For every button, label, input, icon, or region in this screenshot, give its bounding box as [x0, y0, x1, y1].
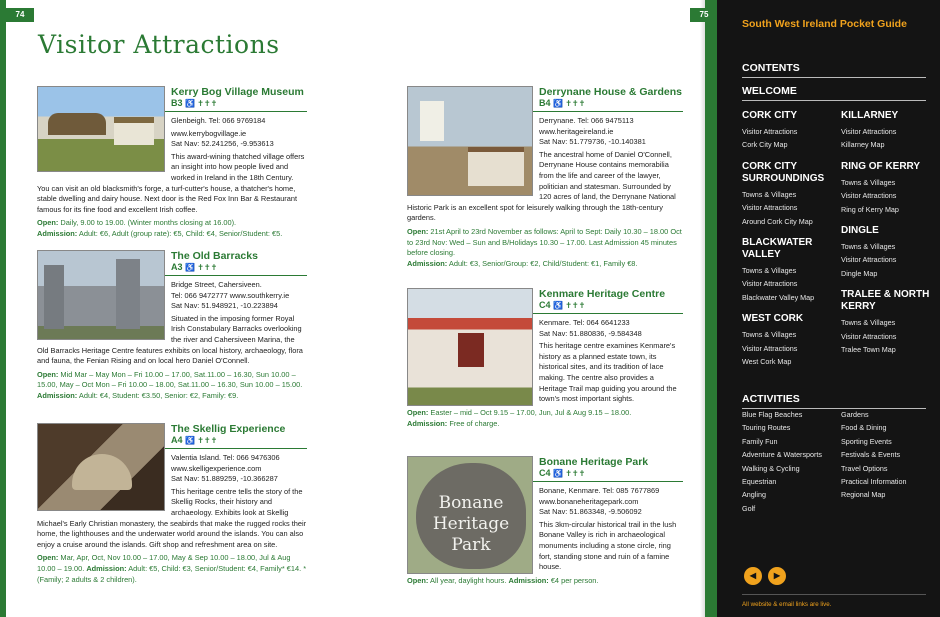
section-dingle	[841, 225, 933, 280]
contents-link[interactable]: Visitor Attractions	[841, 255, 897, 265]
skellig-photo	[37, 423, 165, 511]
activity-link[interactable]: Festivals & Events	[841, 450, 901, 460]
activity-link[interactable]: Sporting Events	[841, 436, 892, 446]
attraction-name: The Old Barracks	[171, 250, 258, 262]
attraction-description: Situated in the imposing former Royal Irish Constabulary Barracks overlooking the river and Cahersiveen Marina, the Old Barracks Heritage Centre features exhibits on local history, archaeology, flora and fauna, the Fenian Rising and on local hero Daniel O'Connell.	[37, 313, 303, 366]
section-ring-of-kerry	[841, 161, 933, 216]
activity-link[interactable]: Travel Options	[841, 463, 888, 473]
attraction-description: This award-wining thatched village offers an insight into how people lived and worked in Ireland in the 18th Century. You can visit an old blacksmith's forge, a turf-cutter's house, a thatcher's home, stable dwelling and dairy house. Next door is the Red Fox Inn Bar & Restaurant famous for its fine food and excellent Irish coffee.	[37, 151, 305, 214]
attraction-kenmare	[407, 288, 683, 431]
attraction-name: The Skellig Experience	[171, 423, 286, 435]
section-title[interactable]: CORK CITY	[742, 110, 797, 121]
attraction-open: Open: Easter – mid – Oct 9.15 – 17.00, Jun, Jul & Aug 9.15 – 18.00. Admission: Free of charge.	[407, 408, 632, 428]
kenmare-photo	[407, 288, 533, 406]
welcome-link[interactable]: WELCOME	[742, 85, 926, 101]
attraction-satnav: Sat Nav: 51.948921, -10.223894	[171, 301, 278, 311]
section-cork-surroundings	[742, 161, 834, 228]
contents-link[interactable]: Towns & Villages	[742, 266, 797, 276]
contents-link[interactable]: Towns & Villages	[841, 318, 896, 328]
footer-divider	[742, 594, 926, 595]
attraction-grid: B4 ♿ ✝✝✝	[407, 98, 683, 112]
accessibility-icon: ♿ ✝✝✝	[185, 99, 218, 108]
attraction-open: Open: Daily, 9.00 to 19.00. (Winter months closing at 16.00). Admission: Adult: €6, Adult (group rate): €5, Child: €4, Senior/Student: €5.	[37, 218, 283, 238]
attraction-address: Kenmare. Tel: 064 6641233	[539, 318, 630, 327]
activity-link[interactable]: Food & Dining	[841, 423, 887, 433]
attraction-address: Valentia Island. Tel: 066 9476306	[171, 453, 280, 462]
attraction-satnav: Sat Nav: 51.889259, -10.366287	[171, 474, 278, 484]
attraction-open: Open: Mid Mar – May Mon – Fri 10.00 – 17.00, Sat.11.00 – 16.30, Sun 10.00 – 15.00, May – Oct Mon – Fri 10.00 – 18.00, Sat.11.00 – 16.30, Sun 10.00 – 15.00. Admission: Adult: €4, Student: €3.50, Senior: €2, Family: €9.	[37, 369, 303, 400]
contents-link[interactable]: Visitor Attractions	[841, 127, 897, 136]
attraction-bonane	[407, 456, 683, 589]
contents-link[interactable]: Visitor Attractions	[742, 343, 798, 353]
attraction-address: Derrynane. Tel: 066 9475113	[539, 116, 634, 125]
page-number-right: 75	[690, 8, 718, 22]
contents-column-2	[841, 110, 933, 365]
attraction-description: The ancestral home of Daniel O'Connell, Derrynane House contains memorabilia from the life and career of the lawyer, politician and statesman. Surrounded by 120 acres of land, the Derrynane National Historic Park is an excellent spot for leisurely walking through the 18th-century gardens.	[407, 149, 676, 223]
attraction-open: Open: 21st April to 23rd November as follows: April to Sept: Daily 10.30 – 18.00 Oct to 23rd Nov: Wed – Sun and B/Holidays 10.30 – 17.00. Last Admission 45 minutes before closing. Admission: Adult: €3, Senior/Group: €2, Child/Student: €1, Family €8.	[407, 226, 682, 268]
attraction-kerry-bog	[37, 86, 307, 242]
attraction-name: Kerry Bog Village Museum	[171, 86, 304, 98]
activity-link[interactable]: Angling	[742, 490, 766, 500]
attraction-open: Open: All year, daylight hours. Admission: €4 per person.	[407, 576, 599, 585]
attraction-name: Bonane Heritage Park	[539, 456, 649, 468]
section-west-cork	[742, 313, 834, 368]
attraction-grid: C4 ♿ ✝✝✝	[407, 300, 683, 314]
contents-link[interactable]: Blackwater Valley Map	[742, 292, 815, 302]
section-title[interactable]: CORK CITY SURROUNDINGS	[742, 160, 825, 184]
activity-link[interactable]: Walking & Cycling	[742, 463, 800, 473]
attraction-description: This 3km-circular historical trail in the lush Bonane Valley is rich in archaeological monuments including a stone circle, ring fort, standing stone and ruin of a famine house.	[539, 519, 677, 572]
accessibility-icon: ♿ ✝✝✝	[185, 436, 218, 445]
attraction-grid: A3 ♿ ✝✝✝	[37, 262, 307, 276]
activity-link[interactable]: Adventure & Watersports	[742, 450, 823, 460]
attraction-open: Open: Mar, Apr, Oct, Nov 10.00 – 17.00, May & Sep 10.00 – 18.00, Jul & Aug 10.00 – 19.00. Admission: Adult: €5, Child: €3, Senior/Student: €4, Family* €14. *(Family; 2 adults & 2 children).	[37, 553, 307, 584]
page-navigation	[744, 567, 786, 585]
attraction-address: Glenbeigh. Tel: 066 9769184	[171, 116, 266, 125]
kerry-bog-photo	[37, 86, 165, 172]
attraction-satnav: Sat Nav: 51.779736, -10.140381	[539, 137, 646, 147]
old-barracks-photo	[37, 250, 165, 340]
section-title[interactable]: BLACKWATER VALLEY	[742, 237, 813, 261]
contents-link[interactable]: West Cork Map	[742, 357, 792, 367]
activity-link[interactable]: Touring Routes	[742, 423, 791, 433]
attraction-website[interactable]: www.bonaneheritagepark.com	[539, 496, 639, 506]
contents-link[interactable]: Visitor Attractions	[742, 127, 798, 136]
attraction-satnav: Sat Nav: 51.863348, -9.506092	[539, 507, 642, 517]
contents-link[interactable]: Cork City Map	[742, 140, 788, 150]
section-title[interactable]: RING OF KERRY	[841, 160, 921, 172]
activities-column-1	[742, 408, 838, 515]
contents-link[interactable]: Dingle Map	[841, 268, 878, 278]
attraction-website[interactable]: www.heritageireland.ie	[539, 126, 614, 136]
contents-column-1	[742, 110, 834, 377]
section-title[interactable]: WEST CORK	[742, 313, 804, 325]
contents-link[interactable]: Towns & Villages	[841, 242, 896, 252]
footer-note: All website & email links are live.	[742, 601, 832, 608]
right-page	[395, 0, 710, 617]
contents-link[interactable]: Visitor Attractions	[742, 279, 798, 289]
accessibility-icon: ♿ ✝✝✝	[185, 263, 218, 272]
accessibility-icon: ♿ ✝✝✝	[553, 99, 586, 108]
attraction-derrynane	[407, 86, 683, 271]
previous-page-icon[interactable]: ◀	[744, 567, 762, 585]
accessibility-icon: ♿ ✝✝✝	[553, 301, 586, 310]
contents-link[interactable]: Towns & Villages	[742, 330, 797, 340]
left-page	[0, 0, 395, 617]
activity-link[interactable]: Family Fun	[742, 436, 778, 446]
activity-link[interactable]: Gardens	[841, 410, 869, 419]
contents-link[interactable]: Killarney Map	[841, 140, 885, 150]
section-killarney	[841, 110, 933, 152]
attraction-phone-web[interactable]: Tel: 066 9472777 www.southkerry.ie	[171, 290, 290, 300]
activity-link[interactable]: Golf	[742, 503, 756, 513]
activities-column-2	[841, 408, 937, 502]
contents-link[interactable]: Visitor Attractions	[841, 331, 897, 341]
contents-link[interactable]: Ring of Kerry Map	[841, 204, 899, 214]
activities-link[interactable]: ACTIVITIES	[742, 393, 926, 409]
left-edge-strip	[0, 0, 6, 617]
next-page-icon[interactable]: ▶	[768, 567, 786, 585]
contents-sidebar	[717, 0, 940, 617]
section-blackwater	[742, 237, 834, 304]
contents-link[interactable]: CONTENTS	[742, 62, 926, 78]
contents-link[interactable]: Around Cork City Map	[742, 216, 813, 226]
derrynane-photo	[407, 86, 533, 196]
activity-link[interactable]: Practical Information	[841, 477, 907, 487]
section-tralee	[841, 289, 933, 356]
section-title[interactable]: TRALEE & NORTH KERRY	[841, 289, 930, 313]
attraction-old-barracks	[37, 250, 307, 404]
attraction-description: This heritage centre examines Kenmare's history as a planned estate town, its historical sites, and its tradition of lace making. The centre also provides a Heritage Trail map guiding you around the town's most important sights.	[539, 341, 677, 404]
attraction-satnav: Sat Nav: 52.241256, -9.953613	[171, 139, 274, 149]
page-title: Visitor Attractions	[38, 30, 280, 59]
attraction-name: Kenmare Heritage Centre	[539, 288, 666, 300]
attraction-satnav: Sat Nav: 51.880836, -9.584348	[539, 328, 642, 338]
attraction-grid: B3 ♿ ✝✝✝	[37, 98, 307, 112]
contents-link[interactable]: Visitor Attractions	[841, 191, 897, 201]
bonane-stone-sign: Bonane Heritage Park	[416, 463, 526, 569]
contents-link[interactable]: Tralee Town Map	[841, 345, 896, 355]
section-title[interactable]: KILLARNEY	[841, 110, 899, 121]
attraction-skellig	[37, 423, 307, 587]
contents-link[interactable]: Towns & Villages	[742, 189, 797, 199]
attraction-address: Bridge Street, Cahersiveen.	[171, 280, 262, 289]
attraction-website[interactable]: www.kerrybogvillage.ie	[171, 128, 247, 138]
activity-link[interactable]: Equestrian	[742, 477, 777, 487]
attraction-grid: A4 ♿ ✝✝✝	[37, 435, 307, 449]
attraction-grid: C4 ♿ ✝✝✝	[407, 468, 683, 482]
attraction-description: This heritage centre tells the story of the Skellig Rocks, their history and archaeology. Exhibits look at Skellig Michael's Early Christian monastery, the seabirds that make the rugged rocks their home, the lighthouses and the underwater world around the islands. You can also enjoy a cruise around the islands. Gift shop and refreshment area on site.	[37, 486, 307, 549]
attraction-website[interactable]: www.skelligexperience.com	[171, 463, 262, 473]
section-title[interactable]: DINGLE	[841, 225, 879, 237]
accessibility-icon: ♿ ✝✝✝	[553, 469, 586, 478]
bonane-photo	[407, 456, 533, 574]
guide-title: South West Ireland Pocket Guide	[742, 18, 907, 30]
attraction-address: Bonane, Kenmare. Tel: 085 7677869	[539, 486, 660, 495]
attraction-name: Derrynane House & Gardens	[539, 86, 682, 98]
activity-link[interactable]: Regional Map	[841, 490, 886, 500]
contents-link[interactable]: Visitor Attractions	[742, 203, 798, 213]
contents-link[interactable]: Towns & Villages	[841, 177, 896, 187]
page-number-left: 74	[6, 8, 34, 22]
section-cork-city	[742, 110, 834, 152]
activity-link[interactable]: Blue Flag Beaches	[742, 410, 803, 419]
